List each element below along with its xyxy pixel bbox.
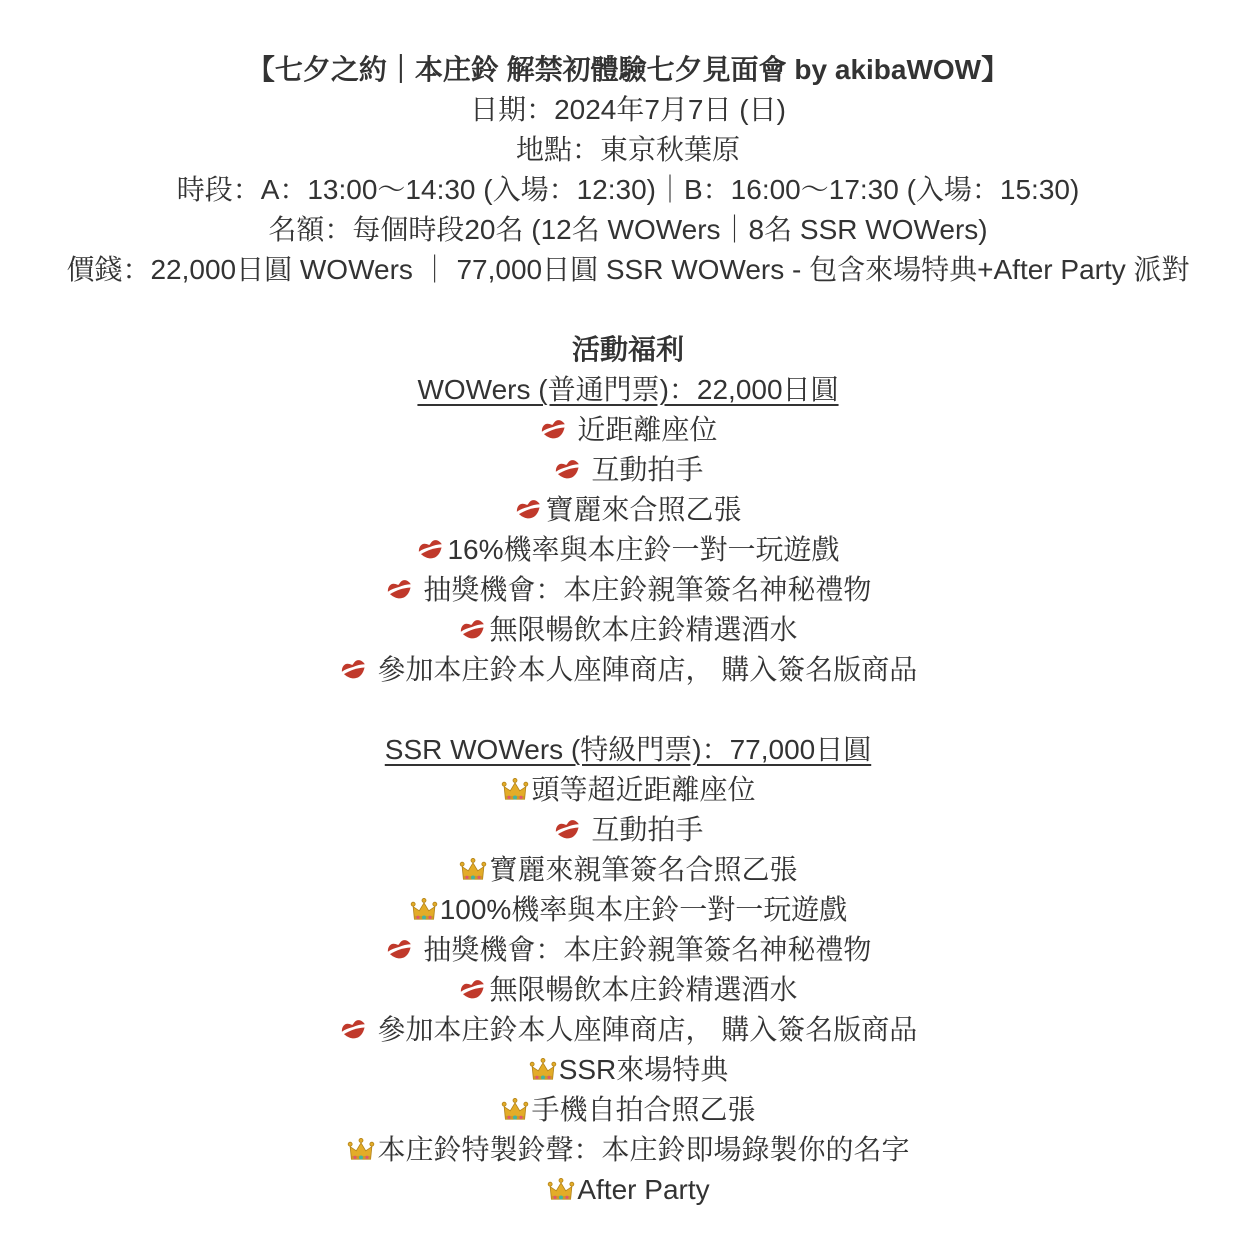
benefit-item [0,410,1256,450]
benefit-item-text: After Party [577,1174,710,1205]
benefit-item-text: 互動拍手 [583,454,704,485]
benefit-item-text: 參加本庄鈴本人座陣商店， 購入簽名版商品 [369,654,918,685]
benefit-item [0,450,1256,490]
crown-icon [500,1090,530,1130]
benefit-item [0,1170,1256,1210]
benefit-item-text: 本庄鈴特製鈴聲：本庄鈴即場錄製你的名字 [377,1134,910,1165]
benefit-item-text: 頭等超近距離座位 [531,774,756,805]
kiss-icon [339,650,369,690]
event-sessions: 時段：A：13:00〜14:30 (入場：12:30)｜B：16:00〜17:30 (入場：15:30) [176,174,1080,205]
event-capacity: 名額：每個時段20名 (12名 WOWers｜8名 SSR WOWers) [268,214,988,245]
event-location: 地點：東京秋葉原 [515,134,740,165]
crown-icon [409,890,439,930]
event-date: 日期：2024年7月7日 (日) [470,94,786,125]
section-gap [0,690,1256,730]
kiss-icon [339,1010,369,1050]
kiss-icon [539,410,569,450]
benefit-item [0,650,1256,690]
kiss-icon [385,930,415,970]
benefit-item [0,890,1256,930]
benefit-item-text: 無限暢飲本庄鈴精選酒水 [489,614,798,645]
benefit-item [0,1050,1256,1090]
benefit-item [0,490,1256,530]
benefit-item-text: 抽獎機會：本庄鈴親筆簽名神秘禮物 [415,574,872,605]
kiss-icon [416,530,446,570]
benefit-item [0,810,1256,850]
crown-icon [546,1170,576,1210]
tier-title-ssr-wowers: SSR WOWers (特級門票)：77,000日圓 [384,734,872,765]
benefit-item-text: 寶麗來親筆簽名合照乙張 [489,854,798,885]
benefit-item-text: 近距離座位 [569,414,718,445]
benefit-item [0,1130,1256,1170]
benefit-item-text: SSR來場特典 [558,1054,729,1085]
benefit-item-text: 抽獎機會：本庄鈴親筆簽名神秘禮物 [415,934,872,965]
benefit-item-text: 100%機率與本庄鈴一對一玩遊戲 [439,894,848,925]
kiss-icon [514,490,544,530]
kiss-icon [385,570,415,610]
benefit-item [0,610,1256,650]
kiss-icon [553,450,583,490]
tier-items-wowers [0,410,1256,690]
event-price: 價錢：22,000日圓 WOWers ｜ 77,000日圓 SSR WOWers - 包含來場特典+After Party 派對 [66,254,1190,285]
benefit-item [0,1090,1256,1130]
section-gap [0,290,1256,330]
crown-icon [500,770,530,810]
benefit-item [0,850,1256,890]
benefits-heading: 活動福利 [571,334,684,365]
benefit-item [0,570,1256,610]
kiss-icon [458,970,488,1010]
benefit-item-text: 手機自拍合照乙張 [531,1094,756,1125]
benefit-item-text: 無限暢飲本庄鈴精選酒水 [489,974,798,1005]
benefit-item [0,1010,1256,1050]
kiss-icon [458,610,488,650]
benefit-item [0,530,1256,570]
benefit-item-text: 互動拍手 [583,814,704,845]
kiss-icon [553,810,583,850]
tier-title-wowers: WOWers (普通門票)：22,000日圓 [417,374,839,405]
benefit-item-text: 參加本庄鈴本人座陣商店， 購入簽名版商品 [369,1014,918,1045]
benefit-item-text: 寶麗來合照乙張 [545,494,742,525]
event-title: 【七夕之約｜本庄鈴 解禁初體驗七夕見面會 by akibaWOW】 [246,54,1010,85]
crown-icon [528,1050,558,1090]
tier-items-ssr-wowers [0,770,1256,1210]
benefit-item [0,930,1256,970]
benefit-item [0,770,1256,810]
benefit-item-text: 16%機率與本庄鈴一對一玩遊戲 [447,534,840,565]
benefit-item [0,970,1256,1010]
crown-icon [346,1130,376,1170]
crown-icon [458,850,488,890]
